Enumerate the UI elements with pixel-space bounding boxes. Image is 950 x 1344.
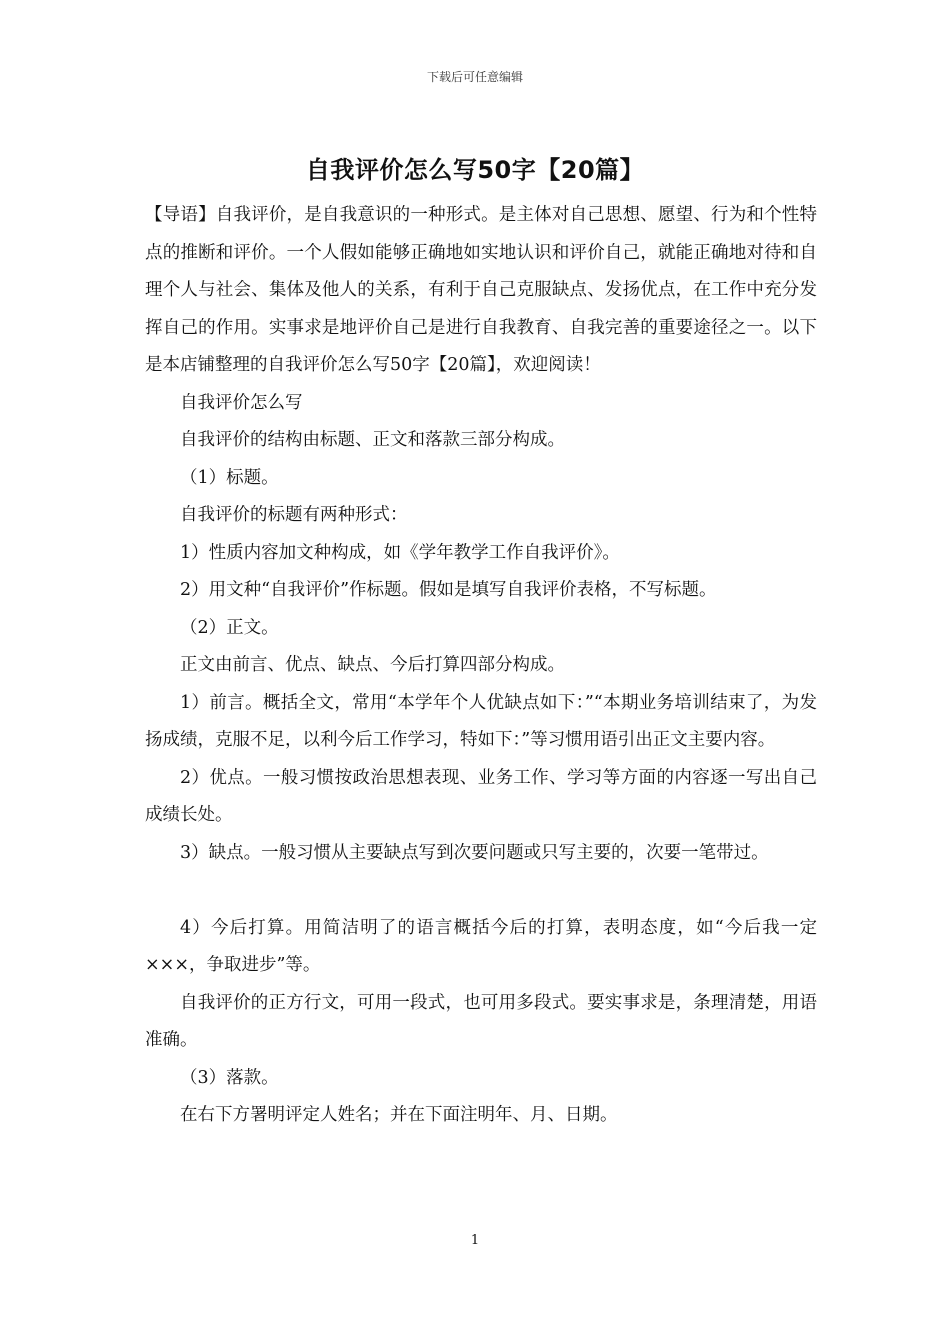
paragraph: 3）缺点。一般习惯从主要缺点写到次要问题或只写主要的，次要一笔带过。 xyxy=(180,842,769,863)
paragraph: 自我评价的正方行文，可用一段式，也可用多段式。要实事求是，条理清楚，用语准确。 xyxy=(145,992,817,1050)
paragraph: 自我评价的标题有两种形式： xyxy=(180,505,408,525)
page-header-note: 下载后可任意编辑 xyxy=(426,70,523,84)
paragraph: 1）性质内容加文种构成，如《学年教学工作自我评价》。 xyxy=(180,542,620,563)
document-title: 自我评价怎么写50字【20篇】 xyxy=(305,156,645,184)
page-number: 1 xyxy=(470,1233,480,1248)
paragraph: 2）用文种“自我评价”作标题。假如是填写自我评价表格，不写标题。 xyxy=(180,580,717,600)
paragraph: 2）优点。一般习惯按政治思想表现、业务工作、学习等方面的内容逐一写出自己成绩长处。 xyxy=(145,767,817,825)
paragraph: （2）正文。 xyxy=(180,617,279,638)
paragraph-section-heading: 自我评价怎么写 xyxy=(180,392,303,413)
paragraph: 1）前言。概括全文，常用“本学年个人优缺点如下：”“本期业务培训结束了，为发扬成绩，克服不足，以利今后工作学习，特如下：”等习惯用语引出正文主要内容。 xyxy=(145,692,817,750)
paragraph: 4）今后打算。用简洁明了的语言概括今后的打算，表明态度，如“今后我一定×××，争取进步”等。 xyxy=(145,917,817,975)
paragraph: 正文由前言、优点、缺点、今后打算四部分构成。 xyxy=(180,655,565,675)
paragraph: 自我评价的结构由标题、正文和落款三部分构成。 xyxy=(180,430,565,450)
paragraph: 在右下方署明评定人姓名；并在下面注明年、月、日期。 xyxy=(180,1105,618,1125)
paragraph: （3）落款。 xyxy=(180,1067,279,1088)
paragraph-intro: 【导语】自我评价，是自我意识的一种形式。是主体对自己思想、愿望、行为和个性特点的推断和评价。一个人假如能够正确地如实地认识和评价自己，就能正确地对待和自理个人与社会、集体及他人的关系，有利于自己克服缺点、发扬优点，在工作中充分发挥自己的作用。实事求是地评价自己是进行自我教育、自我完善的重要途径之一。以下是本店铺整理的自我评价怎么写50字【20篇】，欢迎阅读！ xyxy=(145,205,817,375)
document-body xyxy=(145,197,817,1135)
paragraph: （1）标题。 xyxy=(180,467,279,488)
